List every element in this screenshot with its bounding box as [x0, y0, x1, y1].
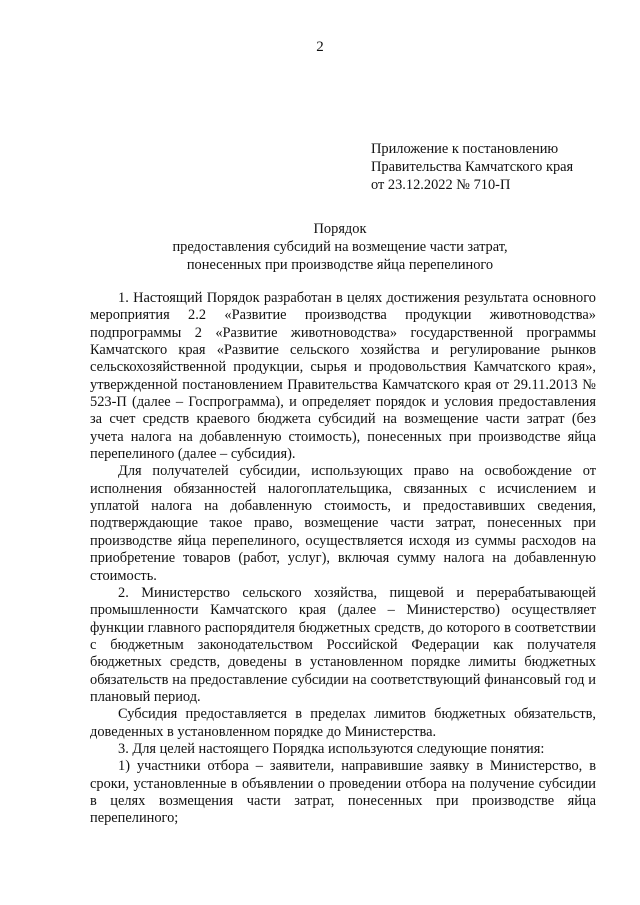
appendix-header	[371, 140, 611, 194]
appendix-line: Правительства Камчатского края	[371, 159, 574, 175]
paragraph: 1. Настоящий Порядок разработан в целях достижения результата основного мероприятия 2.2 «Развитие производства продукции животноводства» подпрограммы 2 «Развитие животноводства» государственной программы Камчатского края «Развитие сельского хозяйства и регулирование рынков сельскохозяйственной продукции, сырья и продовольствия Камчатского края», утвержденной постановлением Правительства Камчатского края от 29.11.2013 № 523-П (далее – Госпрограмма), и определяет порядок и условия предоставления за счет средств краевого бюджета субсидий на возмещение части затрат (без учета налога на добавленную стоимость), понесенных при производстве яйца перепелиного (далее – субсидия).	[90, 290, 596, 463]
title-line: предоставления субсидий на возмещение части затрат,	[172, 239, 508, 255]
paragraph: 2. Министерство сельского хозяйства, пищевой и перерабатывающей промышленности Камчатского края (далее – Министерство) осуществляет функции главного распорядителя бюджетных средств, до которого в соответствии с бюджетным законодательством Российской Федерации как получателя бюджетных средств, доведены в установленном порядке лимиты бюджетных обязательств на предоставление субсидии на соответствующий финансовый год и плановый период.	[90, 584, 596, 705]
title-line: понесенных при производстве яйца перепелиного	[186, 257, 494, 273]
paragraph: Субсидия предоставляется в пределах лимитов бюджетных обязательств, доведенных в установленном порядке до Министерства.	[90, 706, 596, 740]
appendix-line: Приложение к постановлению	[371, 141, 559, 157]
document-title	[90, 220, 590, 274]
paragraph: 1) участники отбора – заявители, направившие заявку в Министерство, в сроки, установленные в объявлении о проведении отбора на получение субсидии в целях возмещения части затрат, понесенных при производстве яйца перепелиного;	[90, 758, 596, 827]
title-line: Порядок	[313, 221, 367, 237]
page-number: 2	[316, 39, 324, 55]
appendix-line: от 23.12.2022 № 710-П	[371, 177, 511, 193]
paragraph: 3. Для целей настоящего Порядка используются следующие понятия:	[118, 740, 545, 757]
document-body	[90, 290, 596, 828]
paragraph: Для получателей субсидии, использующих право на освобождение от исполнения обязанностей налогоплательщика, связанных с исчислением и уплатой налога на добавленную стоимость, и предоставивших сведения, подтверждающие такое право, возмещение части затрат, понесенных при производстве яйца перепелиного, осуществляется исходя из суммы расходов на приобретение товаров (работ, услуг), включая сумму налога на добавленную стоимость.	[90, 463, 596, 584]
